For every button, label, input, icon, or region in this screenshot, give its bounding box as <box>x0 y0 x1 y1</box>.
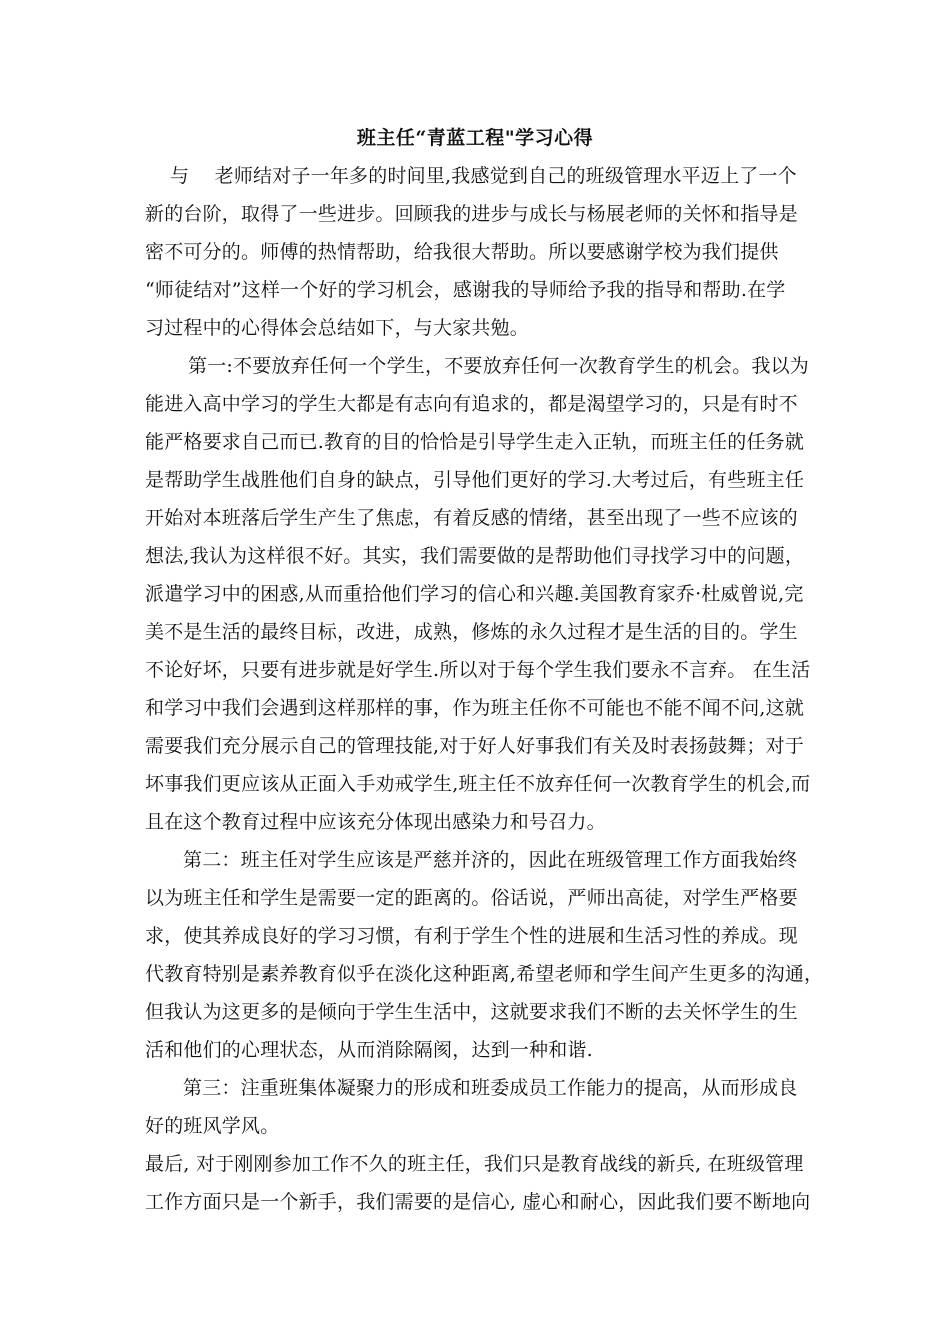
text-line: 想法,我认为这样很不好。其实，我们需要做的是帮助他们寻找学习中的问题， <box>145 545 805 567</box>
text-line: 美不是生活的最终目标，改进，成熟，修炼的永久过程才是生活的目的。学生 <box>145 621 798 643</box>
text-line: 密不可分的。师傅的热情帮助，给我很大帮助。所以要感谢学校为我们提供 <box>145 241 779 263</box>
text-line: 和学习中我们会遇到这样那样的事，作为班主任你不可能也不能不闻不问,这就 <box>145 697 805 719</box>
text-line: 能进入高中学习的学生大都是有志向有追求的，都是渴望学习的，只是有时不 <box>145 393 798 415</box>
text-line: 坏事我们更应该从正面入手劝戒学生,班主任不放弃任何一次教育学生的机会,而 <box>145 773 811 795</box>
text-line: 最后, 对于刚刚参加工作不久的班主任，我们只是教育战线的新兵, 在班级管理 <box>145 1153 804 1175</box>
document-title: 班主任“青蓝工程"学习心得 <box>356 127 594 149</box>
text-line: 求，使其养成良好的学习习惯，有利于学生个性的进展和生活习性的养成。现 <box>145 925 798 947</box>
text-line: 第二：班主任对学生应该是严慈并济的，因此在班级管理工作方面我始终 <box>183 849 798 871</box>
text-line: 是帮助学生战胜他们自身的缺点，引导他们更好的学习.大考过后，有些班主任 <box>145 469 805 491</box>
text-line: 需要我们充分展示自己的管理技能,对于好人好事我们有关及时表扬鼓舞；对于 <box>145 735 805 757</box>
text-line: 工作方面只是一个新手，我们需要的是信心, 虚心和耐心，因此我们要不断地向 <box>145 1191 811 1213</box>
text-line: 能严格要求自己而已.教育的目的恰恰是引导学生走入正轨，而班主任的任务就 <box>145 431 805 453</box>
text-line: 与 老师结对子一年多的时间里,我感觉到自己的班级管理水平迈上了一个 <box>170 165 797 187</box>
text-line: 以为班主任和学生是需要一定的距离的。俗话说，严师出高徒，对学生严格要 <box>145 887 798 909</box>
text-line: 习过程中的心得体会总结如下，与大家共勉。 <box>145 317 530 339</box>
text-line: 且在这个教育过程中应该充分体现出感染力和号召力。 <box>145 811 606 833</box>
text-line: 好的班风学风。 <box>145 1115 280 1137</box>
text-line: “师徒结对”这样一个好的学习机会，感谢我的导师给予我的指导和帮助.在学 <box>145 279 786 301</box>
text-line: 第三：注重班集体凝聚力的形成和班委成员工作能力的提高，从而形成良 <box>183 1077 798 1099</box>
text-line: 开始对本班落后学生产生了焦虑，有着反感的情绪，甚至出现了一些不应该的 <box>145 507 798 529</box>
text-line: 不论好坏，只要有进步就是好学生.所以对于每个学生我们要永不言弃。 在生活 <box>145 659 811 681</box>
text-line: 新的台阶，取得了一些进步。回顾我的进步与成长与杨展老师的关怀和指导是 <box>145 203 798 225</box>
text-line: 第一:不要放弃任何一个学生，不要放弃任何一次教育学生的机会。我以为 <box>188 355 810 377</box>
text-line: 派遣学习中的困惑,从而重拾他们学习的信心和兴趣.美国教育家乔·杜威曾说,完 <box>145 583 804 605</box>
text-line: 但我认为这更多的是倾向于学生生活中，这就要求我们不断的去关怀学生的生 <box>145 1001 798 1023</box>
text-line: 代教育特别是素养教育似乎在淡化这种距离,希望老师和学生间产生更多的沟通， <box>145 963 824 985</box>
text-line: 活和他们的心理状态，从而消除隔阂，达到一种和谐. <box>145 1039 593 1061</box>
